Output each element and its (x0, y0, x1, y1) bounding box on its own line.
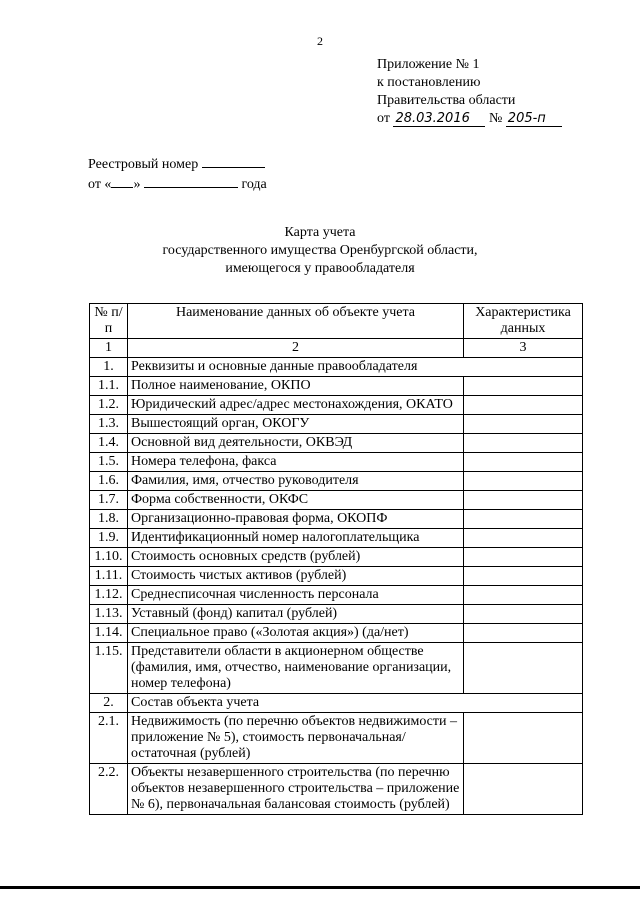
title-line1: Карта учета (284, 225, 356, 240)
row-value (464, 434, 583, 453)
row-name: Вышестоящий орган, ОКОГУ (128, 415, 464, 434)
table-row (90, 713, 583, 764)
table-row (90, 415, 583, 434)
handwritten-number: 205-п (506, 112, 562, 127)
row-name: Форма собственности, ОКФС (128, 491, 464, 510)
table-row (90, 396, 583, 415)
month-year-blank (144, 174, 238, 188)
row-value (464, 713, 583, 764)
row-number: 1.5. (90, 453, 128, 472)
row-name: Идентификационный номер налогоплательщика (128, 529, 464, 548)
appendix-block (377, 56, 562, 128)
row-number: 1.9. (90, 529, 128, 548)
table-row (90, 764, 583, 815)
row-value (464, 605, 583, 624)
row-number: 1.2. (90, 396, 128, 415)
title-line3: имеющегося у правообладателя (225, 261, 415, 276)
row-number: 2.1. (90, 713, 128, 764)
row-name: Среднесписочная численность персонала (128, 586, 464, 605)
row-number: 1.13. (90, 605, 128, 624)
row-name: Специальное право («Золотая акция») (да/нет) (128, 624, 464, 643)
row-name: Представители области в акционерном обществе (фамилия, имя, отчество, наименование организации, номер телефона) (128, 643, 464, 694)
from-word: от (377, 111, 390, 126)
row-name: Уставный (фонд) капитал (рублей) (128, 605, 464, 624)
row-value (464, 643, 583, 694)
header-characteristic: Характеристика данных (464, 304, 583, 339)
day-blank (111, 174, 133, 188)
registry-number-blank (202, 154, 265, 168)
row-name: Стоимость основных средств (рублей) (128, 548, 464, 567)
appendix-date-line (377, 110, 562, 128)
row-value (464, 472, 583, 491)
page-number: 2 (317, 34, 323, 48)
row-value (464, 548, 583, 567)
appendix-line1: Приложение № 1 (377, 57, 480, 72)
table-row (90, 472, 583, 491)
table-row (90, 510, 583, 529)
row-number: 1.12. (90, 586, 128, 605)
table-header-row (90, 304, 583, 339)
row-name: Основной вид деятельности, ОКВЭД (128, 434, 464, 453)
appendix-line3: Правительства области (377, 93, 516, 108)
table-row (90, 567, 583, 586)
colnum-3: 3 (464, 339, 583, 358)
number-sign: № (488, 111, 503, 126)
row-number: 1.3. (90, 415, 128, 434)
registry-block (88, 154, 267, 194)
row-name: Номера телефона, факса (128, 453, 464, 472)
table-colnum-row (90, 339, 583, 358)
row-value (464, 764, 583, 815)
row-name: Полное наименование, ОКПО (128, 377, 464, 396)
registry-from-mid: » (133, 177, 141, 192)
row-name: Фамилия, имя, отчество руководителя (128, 472, 464, 491)
row-value (464, 491, 583, 510)
row-value (464, 453, 583, 472)
table-row (90, 624, 583, 643)
year-word: года (241, 177, 267, 192)
row-number: 1.4. (90, 434, 128, 453)
row-number: 1. (90, 358, 128, 377)
row-number: 1.6. (90, 472, 128, 491)
row-name: Состав объекта учета (128, 694, 583, 713)
row-number: 1.8. (90, 510, 128, 529)
account-card-table (89, 303, 583, 815)
row-number: 1.7. (90, 491, 128, 510)
row-name: Реквизиты и основные данные правообладателя (128, 358, 583, 377)
row-number: 1.11. (90, 567, 128, 586)
row-number: 1.1. (90, 377, 128, 396)
row-number: 2. (90, 694, 128, 713)
registry-label: Реестровый номер (88, 157, 199, 172)
table-row (90, 605, 583, 624)
header-num: № п/п (90, 304, 128, 339)
appendix-line2: к постановлению (377, 75, 481, 90)
row-name: Стоимость чистых активов (рублей) (128, 567, 464, 586)
table-row (90, 434, 583, 453)
row-value (464, 415, 583, 434)
table-row (90, 529, 583, 548)
title-line2: государственного имущества Оренбургской области, (162, 243, 478, 258)
row-number: 1.10. (90, 548, 128, 567)
row-value (464, 396, 583, 415)
registry-number-line (88, 154, 267, 174)
table-row (90, 548, 583, 567)
colnum-1: 1 (90, 339, 128, 358)
handwritten-date: 28.03.2016 (393, 112, 485, 127)
row-value (464, 586, 583, 605)
row-number: 2.2. (90, 764, 128, 815)
row-value (464, 567, 583, 586)
row-number: 1.14. (90, 624, 128, 643)
table-row (90, 586, 583, 605)
row-value (464, 529, 583, 548)
row-number: 1.15. (90, 643, 128, 694)
row-name: Недвижимость (по перечню объектов недвижимости – приложение № 5), стоимость первоначальная/остаточная (рублей) (128, 713, 464, 764)
row-name: Организационно-правовая форма, ОКОПФ (128, 510, 464, 529)
row-value (464, 510, 583, 529)
table-row (90, 358, 583, 377)
row-name: Объекты незавершенного строительства (по перечню объектов незавершенного строительства – приложение № 6), первоначальная балансовая стоимость (рублей) (128, 764, 464, 815)
header-name: Наименование данных об объекте учета (128, 304, 464, 339)
registry-from-prefix: от « (88, 177, 112, 192)
table-row (90, 491, 583, 510)
page-bottom-rule (0, 886, 640, 889)
table-row (90, 453, 583, 472)
colnum-2: 2 (128, 339, 464, 358)
row-name: Юридический адрес/адрес местонахождения, ОКАТО (128, 396, 464, 415)
table-row (90, 377, 583, 396)
document-title (0, 224, 640, 278)
row-value (464, 377, 583, 396)
registry-date-line (88, 174, 267, 194)
row-value (464, 624, 583, 643)
table-row (90, 643, 583, 694)
table-row (90, 694, 583, 713)
